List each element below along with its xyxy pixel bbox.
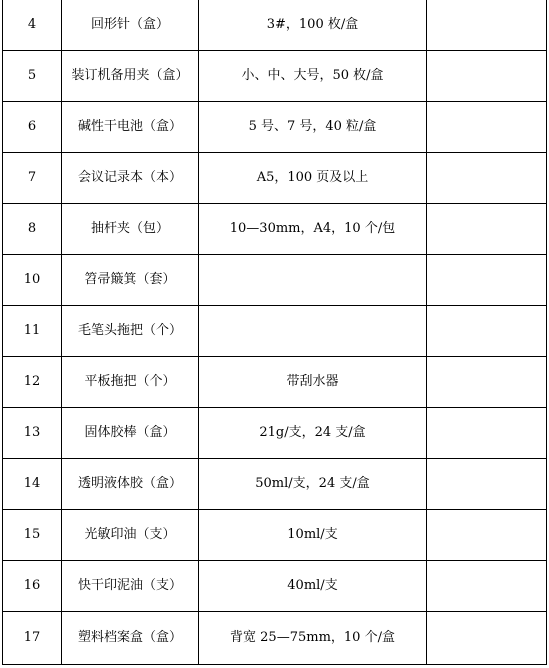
table-row: [3, 612, 547, 665]
item-name: 塑料档案盒（盒）: [62, 612, 199, 665]
table-row: [3, 153, 547, 204]
table-row: [3, 51, 547, 102]
item-note: [427, 204, 547, 255]
item-note: [427, 561, 547, 612]
item-name: 回形针（盒）: [62, 0, 199, 51]
item-spec: 10ml/支: [199, 510, 427, 561]
item-note: [427, 408, 547, 459]
item-name: 笤帚簸箕（套）: [62, 255, 199, 306]
item-name: 碱性干电池（盒）: [62, 102, 199, 153]
row-number: 10: [3, 255, 62, 306]
item-spec: [199, 255, 427, 306]
item-name: 透明液体胶（盒）: [62, 459, 199, 510]
item-note: [427, 612, 547, 665]
item-note: [427, 255, 547, 306]
table-row: [3, 306, 547, 357]
item-note: [427, 357, 547, 408]
item-note: [427, 51, 547, 102]
item-spec: 40ml/支: [199, 561, 427, 612]
item-name: 装订机备用夹（盒）: [62, 51, 199, 102]
table-row: [3, 0, 547, 51]
row-number: 5: [3, 51, 62, 102]
table-row: [3, 255, 547, 306]
item-spec: 10—30mm，A4，10 个/包: [199, 204, 427, 255]
row-number: 17: [3, 612, 62, 665]
item-spec: 小、中、大号，50 枚/盒: [199, 51, 427, 102]
row-number: 14: [3, 459, 62, 510]
row-number: 16: [3, 561, 62, 612]
item-spec: 5 号、7 号，40 粒/盒: [199, 102, 427, 153]
item-name: 抽杆夹（包）: [62, 204, 199, 255]
supply-table: [2, 0, 547, 665]
table-row: [3, 561, 547, 612]
table-row: [3, 204, 547, 255]
item-spec: A5，100 页及以上: [199, 153, 427, 204]
item-note: [427, 306, 547, 357]
table-row: [3, 459, 547, 510]
row-number: 6: [3, 102, 62, 153]
item-note: [427, 153, 547, 204]
item-name: 固体胶棒（盒）: [62, 408, 199, 459]
item-name: 平板拖把（个）: [62, 357, 199, 408]
row-number: 11: [3, 306, 62, 357]
row-number: 4: [3, 0, 62, 51]
item-note: [427, 459, 547, 510]
item-spec: 带刮水器: [199, 357, 427, 408]
item-note: [427, 0, 547, 51]
item-spec: [199, 306, 427, 357]
table-row: [3, 102, 547, 153]
row-number: 7: [3, 153, 62, 204]
item-spec: 50ml/支，24 支/盒: [199, 459, 427, 510]
row-number: 8: [3, 204, 62, 255]
row-number: 12: [3, 357, 62, 408]
table-row: [3, 408, 547, 459]
item-name: 毛笔头拖把（个）: [62, 306, 199, 357]
item-spec: 背宽 25—75mm，10 个/盒: [199, 612, 427, 665]
item-spec: 3#，100 枚/盒: [199, 0, 427, 51]
table-row: [3, 510, 547, 561]
row-number: 15: [3, 510, 62, 561]
table-row: [3, 357, 547, 408]
item-note: [427, 510, 547, 561]
item-name: 快干印泥油（支）: [62, 561, 199, 612]
item-name: 光敏印油（支）: [62, 510, 199, 561]
row-number: 13: [3, 408, 62, 459]
item-name: 会议记录本（本）: [62, 153, 199, 204]
item-note: [427, 102, 547, 153]
item-spec: 21g/支，24 支/盒: [199, 408, 427, 459]
